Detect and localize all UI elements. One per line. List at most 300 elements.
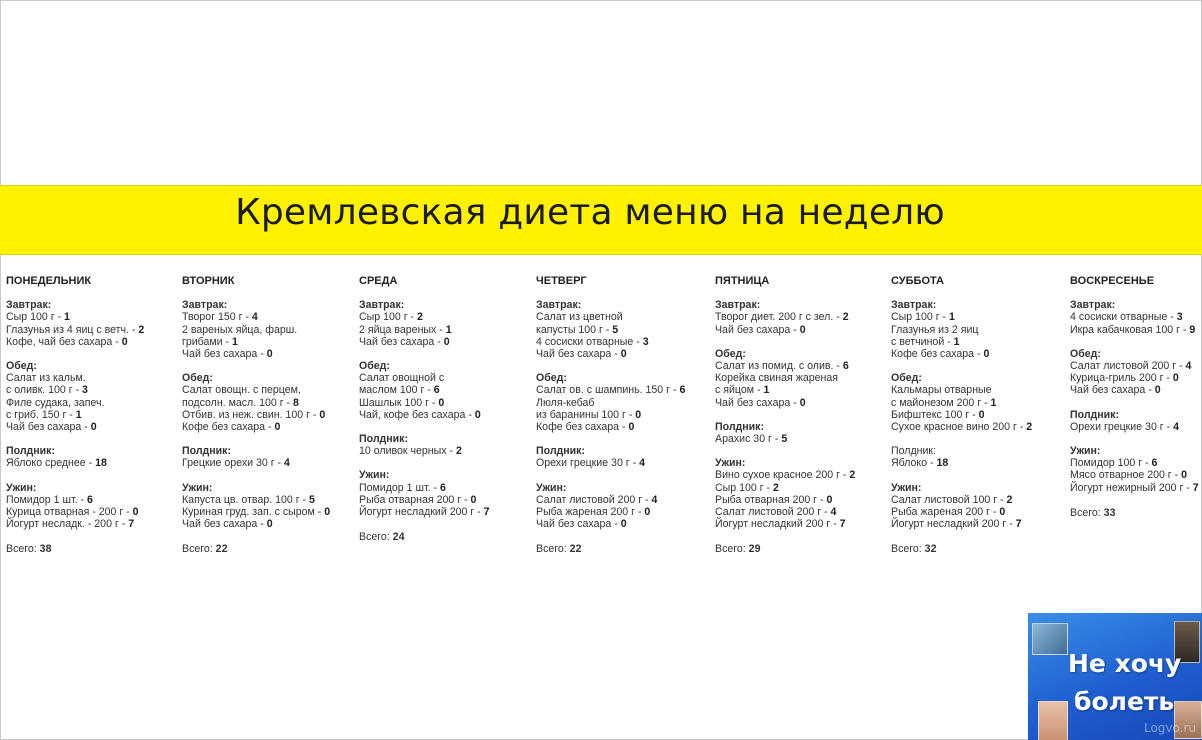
promo-watermark: Logvo.ru xyxy=(1143,721,1196,735)
menu-item-text: Кофе без сахара - xyxy=(182,421,275,434)
menu-item xyxy=(715,518,900,530)
menu-item xyxy=(182,518,367,530)
carb-value: 0 xyxy=(324,506,331,519)
menu-item xyxy=(359,494,544,506)
meal-name: Ужин: xyxy=(1070,445,1101,458)
menu-item-text: Кальмары отварные xyxy=(891,384,992,397)
meal-block xyxy=(715,299,900,336)
meal-block xyxy=(359,433,544,457)
menu-item-text: Яблоко - xyxy=(891,457,937,470)
meal-block xyxy=(182,482,367,531)
carb-value: 0 xyxy=(1154,384,1161,397)
total-value: 22 xyxy=(569,543,582,556)
menu-item xyxy=(6,397,191,409)
menu-item xyxy=(1070,421,1202,433)
meal-block xyxy=(891,482,1076,531)
meal-block xyxy=(6,445,191,469)
menu-item xyxy=(891,494,1076,506)
menu-item xyxy=(715,469,900,481)
menu-item xyxy=(715,324,900,336)
meal-name: Обед: xyxy=(891,372,922,385)
meal-block xyxy=(536,372,721,433)
carb-value: 1 xyxy=(64,311,70,324)
carb-value: 6 xyxy=(1151,457,1158,470)
menu-item-text: Арахис 30 г - xyxy=(715,433,782,446)
total-label: Всего: xyxy=(6,543,40,556)
menu-item-text: 10 оливок черных - xyxy=(359,445,456,458)
menu-item-text: Чай без сахара - xyxy=(1070,384,1155,397)
menu-item-text: Кофе, чай без сахара - xyxy=(6,335,122,348)
carb-value: 7 xyxy=(1015,518,1022,531)
day-total xyxy=(891,543,1076,555)
carb-value: 4 xyxy=(830,506,837,519)
meal-block xyxy=(891,445,1076,469)
carb-value: 6 xyxy=(842,360,849,373)
total-label: Всего: xyxy=(536,543,570,556)
menu-item xyxy=(182,324,367,336)
promo-photo-top-left xyxy=(1032,623,1068,655)
menu-item-text: Орехи грецкие 30 г - xyxy=(536,457,640,470)
meal-name: Завтрак: xyxy=(6,299,52,312)
menu-item xyxy=(1070,372,1202,384)
meal-name: Ужин: xyxy=(715,457,746,470)
carb-value: 5 xyxy=(781,433,788,446)
menu-item xyxy=(6,518,191,530)
menu-item xyxy=(6,372,191,384)
menu-item xyxy=(1070,324,1202,336)
menu-item-text: Яблоко среднее - xyxy=(6,457,96,470)
promo-banner[interactable] xyxy=(1028,613,1202,740)
menu-item-text: Салат овощной с xyxy=(359,372,445,385)
menu-item xyxy=(6,409,191,421)
total-label: Всего: xyxy=(715,543,749,556)
meal-block xyxy=(715,348,900,409)
meal-name: Ужин: xyxy=(182,481,213,494)
menu-item-text: Рыба жареная 200 г - xyxy=(891,506,1000,519)
menu-item-text: Рыба отварная 200 г - xyxy=(359,493,471,506)
meal-block xyxy=(182,372,367,433)
menu-item xyxy=(1070,482,1202,494)
day-heading: ВТОРНИК xyxy=(182,275,235,287)
carb-value: 7 xyxy=(1192,481,1199,494)
menu-item-text: Чай без сахара - xyxy=(182,348,267,361)
meal-name: Обед: xyxy=(1070,347,1101,360)
menu-item-text: Орехи грецкие 30 г - xyxy=(1070,420,1174,433)
meal-block xyxy=(359,299,544,348)
day-total xyxy=(359,531,544,543)
meal-name: Обед: xyxy=(359,360,390,373)
menu-item-text: Сыр 100 г - xyxy=(6,311,64,324)
day-total xyxy=(536,543,721,555)
menu-item-text: Чай без сахара - xyxy=(536,348,621,361)
menu-item-text: Грецкие орехи 30 г - xyxy=(182,457,284,470)
meal-name: Обед: xyxy=(536,372,567,385)
menu-item xyxy=(359,445,544,457)
menu-item xyxy=(6,506,191,518)
menu-item-text: Вино сухое красное 200 г - xyxy=(715,469,850,482)
carb-value: 2 xyxy=(1026,421,1033,434)
menu-item xyxy=(6,494,191,506)
carb-value: 6 xyxy=(433,384,440,397)
carb-value: 1 xyxy=(75,408,82,421)
carb-value: 6 xyxy=(679,384,686,397)
menu-item xyxy=(182,421,367,433)
weekly-menu-table xyxy=(0,268,1202,568)
menu-item-text: из баранины 100 г - xyxy=(536,408,636,421)
carb-value: 2 xyxy=(455,445,462,458)
promo-text-line1: Не хочу xyxy=(1068,649,1182,678)
menu-item-text: Сыр 100 г - xyxy=(891,311,949,324)
menu-item xyxy=(182,348,367,360)
carb-value: 4 xyxy=(651,493,658,506)
menu-item-text: Йогурт несладкий 200 г - xyxy=(715,518,840,531)
menu-item-text: Глазунья из 2 яиц xyxy=(891,323,979,336)
menu-item-text: Чай без сахара - xyxy=(182,518,267,531)
menu-item xyxy=(6,457,191,469)
menu-item xyxy=(6,384,191,396)
menu-item xyxy=(359,409,544,421)
menu-item-text: Куриная груд. зап. с сыром - xyxy=(182,506,325,519)
menu-item xyxy=(715,311,900,323)
menu-item xyxy=(182,457,367,469)
menu-item-text: с ветчиной - xyxy=(891,335,954,348)
menu-item xyxy=(359,311,544,323)
menu-item-text: Йогурт несладкий 200 г - xyxy=(359,506,484,519)
menu-item xyxy=(6,421,191,433)
menu-item xyxy=(1070,469,1202,481)
menu-item-text: Творог 150 г - xyxy=(182,311,252,324)
menu-item xyxy=(891,397,1076,409)
total-value: 32 xyxy=(924,543,937,556)
carb-value: 8 xyxy=(293,396,299,409)
menu-item-text: Йогурт несладк. - 200 г - xyxy=(6,518,129,531)
menu-item-text: Шашлык 100 г - xyxy=(359,396,439,409)
menu-item-text: Кофе без сахара - xyxy=(891,348,984,361)
day-column xyxy=(6,268,191,556)
menu-item xyxy=(536,409,721,421)
carb-value: 0 xyxy=(644,506,651,519)
menu-item-text: Салат ов. с шампинь. 150 г - xyxy=(536,384,680,397)
meal-block xyxy=(891,372,1076,433)
menu-item-text: Йогурт нежирный 200 г - xyxy=(1070,481,1193,494)
menu-item xyxy=(1070,384,1202,396)
menu-item xyxy=(182,311,367,323)
meal-block xyxy=(6,482,191,531)
menu-item-text: Творог диет. 200 г с зел. - xyxy=(715,311,843,324)
menu-item xyxy=(1070,457,1202,469)
carb-value: 0 xyxy=(620,518,627,531)
meal-name: Ужин: xyxy=(536,481,567,494)
meal-name: Полдник: xyxy=(182,445,232,458)
carb-value: 3 xyxy=(1176,311,1183,324)
carb-value: 0 xyxy=(999,506,1006,519)
carb-value: 0 xyxy=(121,335,128,348)
total-value: 33 xyxy=(1103,506,1116,519)
menu-item xyxy=(715,494,900,506)
menu-item xyxy=(182,494,367,506)
menu-item xyxy=(182,506,367,518)
menu-item xyxy=(6,336,191,348)
meal-block xyxy=(1070,409,1202,433)
menu-item xyxy=(891,324,1076,336)
menu-item-text: с гриб. 150 г - xyxy=(6,408,76,421)
menu-item xyxy=(891,421,1076,433)
menu-item-text: с оливк. 100 г - xyxy=(6,384,83,397)
menu-item-text: Помидор 1 шт. - xyxy=(6,493,87,506)
carb-value: 1 xyxy=(445,323,452,336)
carb-value: 5 xyxy=(309,493,315,506)
day-column xyxy=(891,268,1076,556)
menu-item xyxy=(891,409,1076,421)
day-heading: ВОСКРЕСЕНЬЕ xyxy=(1070,275,1155,287)
total-value: 29 xyxy=(748,543,761,556)
menu-item-text: с яйцом - xyxy=(715,384,764,397)
menu-item-text: 4 сосиски отварные - xyxy=(1070,311,1177,324)
menu-item xyxy=(536,457,721,469)
carb-value: 2 xyxy=(1006,493,1013,506)
menu-item-text: Салат листовой 200 г - xyxy=(536,493,652,506)
menu-item xyxy=(359,384,544,396)
carb-value: 2 xyxy=(773,481,779,494)
menu-item-text: Глазунья из 4 яиц с ветч. - xyxy=(6,323,139,336)
carb-value: 1 xyxy=(953,335,960,348)
meal-block xyxy=(536,445,721,469)
carb-value: 0 xyxy=(132,506,139,519)
carb-value: 4 xyxy=(251,311,258,324)
carb-value: 0 xyxy=(799,396,806,409)
meal-block xyxy=(1070,348,1202,397)
menu-item-text: маслом 100 г - xyxy=(359,384,434,397)
menu-item xyxy=(536,311,721,323)
carb-value: 3 xyxy=(642,335,649,348)
carb-value: 0 xyxy=(635,408,642,421)
menu-item xyxy=(536,506,721,518)
carb-value: 0 xyxy=(628,421,635,434)
meal-block xyxy=(536,299,721,360)
day-column xyxy=(359,268,544,543)
menu-item-text: Сухое красное вино 200 г - xyxy=(891,421,1027,434)
meal-name: Завтрак: xyxy=(359,299,405,312)
menu-item-text: Сыр 100 г - xyxy=(715,481,773,494)
carb-value: 1 xyxy=(232,335,238,348)
menu-item xyxy=(891,457,1076,469)
carb-value: 1 xyxy=(763,384,770,397)
day-heading: ПЯТНИЦА xyxy=(715,275,770,287)
menu-item xyxy=(1070,311,1202,323)
carb-value: 0 xyxy=(978,408,985,421)
menu-item xyxy=(536,421,721,433)
menu-item-text: Помидор 1 шт. - xyxy=(359,481,440,494)
menu-item-text: Чай без сахара - xyxy=(715,396,800,409)
menu-item-text: Чай, кофе без сахара - xyxy=(359,408,475,421)
menu-item xyxy=(715,397,900,409)
meal-name: Полдник: xyxy=(6,445,56,458)
carb-value: 0 xyxy=(983,348,990,361)
meal-name: Обед: xyxy=(6,360,37,373)
day-total xyxy=(182,543,367,555)
meal-name: Ужин: xyxy=(891,481,922,494)
menu-item xyxy=(359,397,544,409)
carb-value: 0 xyxy=(1172,372,1179,385)
carb-value: 6 xyxy=(86,493,93,506)
meal-block xyxy=(359,469,544,518)
carb-value: 2 xyxy=(417,311,423,324)
meal-name: Полдник: xyxy=(359,433,409,446)
menu-item xyxy=(891,348,1076,360)
carb-value: 0 xyxy=(319,408,326,421)
menu-item xyxy=(891,336,1076,348)
menu-item-text: Икра кабачковая 100 г - xyxy=(1070,323,1190,336)
carb-value: 0 xyxy=(274,421,281,434)
menu-item xyxy=(536,324,721,336)
menu-item-text: Курица отварная - 200 г - xyxy=(6,506,133,519)
carb-value: 2 xyxy=(138,323,145,336)
menu-item-text: Салат овощн. с перцем, xyxy=(182,384,301,397)
meal-block xyxy=(715,421,900,445)
meal-block xyxy=(1070,299,1202,336)
menu-item xyxy=(715,506,900,518)
carb-value: 4 xyxy=(1185,360,1192,373)
day-column xyxy=(715,268,900,556)
meal-name: Завтрак: xyxy=(1070,299,1116,312)
menu-item xyxy=(1070,360,1202,372)
menu-item xyxy=(715,360,900,372)
menu-item-text: с майонезом 200 г - xyxy=(891,396,991,409)
menu-item-text: подсолн. масл. 100 г - xyxy=(182,396,294,409)
carb-value: 9 xyxy=(1189,323,1196,336)
total-value: 24 xyxy=(392,531,405,544)
menu-item-text: 4 сосиски отварные - xyxy=(536,335,643,348)
menu-item xyxy=(6,311,191,323)
carb-value: 0 xyxy=(470,493,477,506)
carb-value: 2 xyxy=(849,469,856,482)
meal-block xyxy=(182,445,367,469)
day-heading: ПОНЕДЕЛЬНИК xyxy=(6,275,92,287)
total-label: Всего: xyxy=(891,543,925,556)
menu-item xyxy=(536,384,721,396)
menu-item xyxy=(182,336,367,348)
carb-value: 0 xyxy=(266,518,273,531)
menu-item-text: Рыба отварная 200 г - xyxy=(715,493,827,506)
meal-block xyxy=(6,360,191,433)
meal-name: Ужин: xyxy=(6,481,37,494)
menu-item-text: Чай без сахара - xyxy=(359,335,444,348)
carb-value: 2 xyxy=(842,311,849,324)
carb-value: 0 xyxy=(266,348,273,361)
menu-item-text: Филе судака, запеч. xyxy=(6,396,105,409)
title-banner xyxy=(0,185,1202,255)
menu-item xyxy=(891,518,1076,530)
menu-item xyxy=(359,482,544,494)
day-heading: СУББОТА xyxy=(891,275,944,287)
carb-value: 0 xyxy=(474,408,481,421)
carb-value: 7 xyxy=(483,506,490,519)
menu-item-text: Салат листовой 200 г - xyxy=(715,506,831,519)
carb-value: 18 xyxy=(936,457,949,470)
menu-item-text: Сыр 100 г - xyxy=(359,311,417,324)
meal-block xyxy=(1070,445,1202,494)
meal-block xyxy=(6,299,191,348)
menu-item-text: капусты 100 г - xyxy=(536,323,613,336)
menu-item-text: Чай без сахара - xyxy=(715,323,800,336)
menu-item xyxy=(715,482,900,494)
day-total xyxy=(6,543,191,555)
menu-item xyxy=(536,348,721,360)
carb-value: 4 xyxy=(639,457,645,470)
menu-item-text: Люля-кебаб xyxy=(536,396,595,409)
carb-value: 4 xyxy=(284,457,290,470)
carb-value: 0 xyxy=(799,323,806,336)
menu-item xyxy=(6,324,191,336)
day-column xyxy=(536,268,721,556)
menu-item xyxy=(359,324,544,336)
menu-item xyxy=(536,397,721,409)
carb-value: 3 xyxy=(82,384,88,397)
menu-item-text: Корейка свиная жареная xyxy=(715,372,838,385)
total-label: Всего: xyxy=(182,543,216,556)
meal-block xyxy=(359,360,544,421)
carb-value: 6 xyxy=(439,481,446,494)
total-value: 22 xyxy=(215,543,228,556)
menu-item-text: Салат из помид. с олив. - xyxy=(715,360,843,373)
day-heading: ЧЕТВЕРГ xyxy=(536,275,587,287)
carb-value: 0 xyxy=(1181,469,1187,482)
meal-name: Завтрак: xyxy=(891,299,937,312)
menu-item-text: Мясо отварное 200 г - xyxy=(1070,469,1182,482)
total-value: 38 xyxy=(39,543,52,556)
menu-item xyxy=(715,433,900,445)
menu-item-text: Салат из цветной xyxy=(536,311,623,324)
menu-item xyxy=(359,506,544,518)
carb-value: 5 xyxy=(612,323,619,336)
menu-item xyxy=(891,384,1076,396)
meal-block xyxy=(891,299,1076,360)
menu-item xyxy=(182,384,367,396)
menu-item-text: Чай без сахара - xyxy=(536,518,621,531)
meal-name: Полдник: xyxy=(891,445,936,458)
menu-item xyxy=(715,372,900,384)
carb-value: 4 xyxy=(1173,420,1179,433)
menu-item xyxy=(536,518,721,530)
meal-name: Полдник: xyxy=(715,420,765,433)
menu-item-text: Салат листовой 200 г - xyxy=(1070,360,1186,373)
total-label: Всего: xyxy=(1070,506,1104,519)
carb-value: 1 xyxy=(949,311,955,324)
meal-name: Завтрак: xyxy=(715,299,761,312)
day-column xyxy=(182,268,367,556)
meal-name: Обед: xyxy=(715,347,746,360)
menu-item-text: Кофе без сахара - xyxy=(536,421,629,434)
total-label: Всего: xyxy=(359,531,393,544)
carb-value: 0 xyxy=(438,396,445,409)
day-total xyxy=(1070,507,1202,519)
day-total xyxy=(715,543,900,555)
menu-item-text: Рыба жареная 200 г - xyxy=(536,506,645,519)
menu-item xyxy=(536,494,721,506)
meal-block xyxy=(182,299,367,360)
carb-value: 0 xyxy=(620,348,627,361)
day-column xyxy=(1070,268,1202,519)
menu-item-text: Отбив. из неж. свин. 100 г - xyxy=(182,408,320,421)
menu-item-text: Помидор 100 г - xyxy=(1070,457,1152,470)
menu-item-text: Салат из кальм. xyxy=(6,372,86,385)
meal-name: Обед: xyxy=(182,372,213,385)
menu-item-text: Чай без сахара - xyxy=(6,421,91,434)
menu-item xyxy=(182,409,367,421)
menu-item xyxy=(359,372,544,384)
menu-item xyxy=(891,311,1076,323)
menu-item-text: 2 вареных яйца, фарш. xyxy=(182,323,298,336)
